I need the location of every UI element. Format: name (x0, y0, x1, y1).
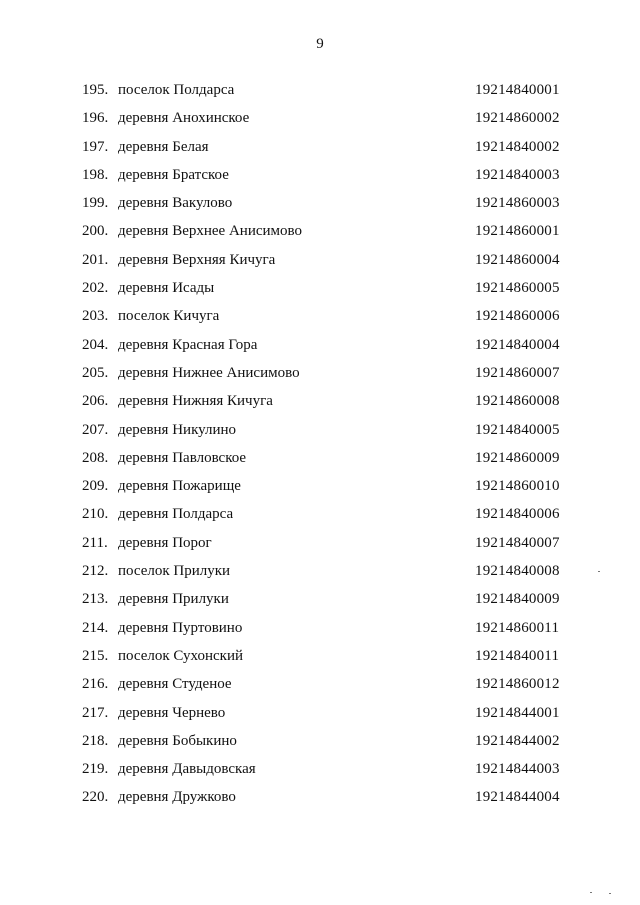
settlement-name: деревня Красная Гора (118, 336, 258, 353)
settlement-code: 19214860009 (475, 449, 560, 466)
settlement-name: поселок Прилуки (118, 563, 231, 580)
entry-number: 210. (82, 506, 109, 523)
settlement-code: 19214844004 (475, 789, 560, 806)
entry-number: 206. (82, 393, 109, 410)
entry-number: 196. (82, 110, 109, 127)
list-item (0, 391, 640, 419)
settlement-name: поселок Кичуга (118, 308, 220, 325)
list-item (0, 80, 640, 108)
entry-number: 203. (82, 308, 109, 325)
settlement-code: 19214840004 (475, 336, 560, 353)
settlement-name: деревня Исады (118, 280, 215, 297)
entry-number: 218. (82, 732, 109, 749)
entry-number: 197. (82, 138, 109, 155)
list-item (0, 646, 640, 674)
list-item (0, 363, 640, 391)
settlement-name: поселок Полдарса (118, 82, 235, 98)
settlement-code: 19214840008 (475, 563, 560, 580)
list-item (0, 759, 640, 787)
settlement-code: 19214840002 (475, 138, 560, 155)
entry-number: 207. (82, 421, 109, 438)
settlement-code: 19214840009 (475, 591, 560, 608)
settlement-code: 19214860012 (475, 676, 560, 693)
entry-number: 205. (82, 364, 109, 381)
settlement-code: 19214860005 (475, 280, 560, 297)
settlement-code: 19214860002 (475, 110, 560, 127)
list-item (0, 731, 640, 759)
entry-number: 200. (82, 223, 109, 240)
settlement-name: деревня Давыдовская (118, 761, 256, 778)
page-number: 9 (316, 36, 324, 52)
entry-number: 219. (82, 761, 109, 778)
settlement-code: 19214860011 (475, 619, 560, 636)
list-item (0, 533, 640, 561)
entry-number: 217. (82, 704, 109, 721)
list-item (0, 618, 640, 646)
settlement-name: деревня Верхняя Кичуга (118, 251, 276, 268)
list-item (0, 448, 640, 476)
settlement-code: 19214844001 (475, 704, 560, 721)
settlement-code: 19214860010 (475, 478, 560, 495)
settlement-name: деревня Дружково (118, 789, 236, 806)
settlement-code: 19214860004 (475, 251, 560, 268)
entry-number: 199. (82, 195, 109, 212)
list-item (0, 504, 640, 532)
entry-number: 212. (82, 563, 109, 580)
entry-number: 202. (82, 280, 109, 297)
settlement-name: деревня Бобыкино (118, 732, 237, 749)
entry-number: 198. (82, 166, 109, 183)
list-item (0, 561, 640, 589)
settlement-name: деревня Верхнее Анисимово (118, 223, 303, 240)
settlement-list (0, 80, 640, 816)
settlement-code: 19214840011 (475, 647, 560, 664)
list-item (0, 278, 640, 306)
list-item (0, 674, 640, 702)
scan-speck (598, 571, 600, 572)
settlement-code: 19214844003 (475, 761, 560, 778)
settlement-name: деревня Никулино (118, 421, 237, 438)
scan-speck (590, 892, 592, 893)
settlement-code: 19214844002 (475, 732, 560, 749)
entry-number: 204. (82, 336, 109, 353)
settlement-name: деревня Полдарса (118, 506, 234, 523)
entry-number: 209. (82, 478, 109, 495)
list-item (0, 703, 640, 731)
list-item (0, 420, 640, 448)
entry-number: 208. (82, 449, 109, 466)
settlement-name: деревня Пожарище (118, 478, 241, 495)
list-item (0, 335, 640, 363)
entry-number: 211. (82, 534, 108, 551)
entry-number: 214. (82, 619, 109, 636)
scan-speck (609, 893, 611, 894)
settlement-name: поселок Сухонский (118, 647, 244, 664)
list-item (0, 165, 640, 193)
list-item (0, 589, 640, 617)
settlement-name: деревня Братское (118, 166, 229, 183)
settlement-code: 19214860001 (475, 223, 560, 240)
settlement-code: 19214840001 (475, 82, 560, 98)
settlement-code: 19214860008 (475, 393, 560, 410)
settlement-name: деревня Павловское (118, 449, 247, 466)
settlement-name: деревня Пуртовино (118, 619, 243, 636)
settlement-code: 19214840007 (475, 534, 560, 551)
settlement-code: 19214860007 (475, 364, 560, 381)
settlement-name: деревня Прилуки (118, 591, 229, 608)
list-item (0, 137, 640, 165)
settlement-code: 19214840003 (475, 166, 560, 183)
list-item (0, 787, 640, 815)
settlement-name: деревня Белая (118, 138, 209, 155)
list-item (0, 476, 640, 504)
settlement-name: деревня Нижняя Кичуга (118, 393, 273, 410)
entry-number: 216. (82, 676, 109, 693)
settlement-name: деревня Вакулово (118, 195, 233, 212)
entry-number: 213. (82, 591, 109, 608)
settlement-code: 19214860003 (475, 195, 560, 212)
list-item (0, 108, 640, 136)
settlement-name: деревня Порог (118, 534, 212, 551)
settlement-name: деревня Анохинское (118, 110, 250, 127)
settlement-name: деревня Чернево (118, 704, 226, 721)
settlement-name: деревня Нижнее Анисимово (118, 364, 300, 381)
entry-number: 195. (82, 82, 109, 98)
entry-number: 220. (82, 789, 109, 806)
entry-number: 215. (82, 647, 109, 664)
list-item (0, 306, 640, 334)
list-item (0, 193, 640, 221)
settlement-code: 19214840006 (475, 506, 560, 523)
settlement-name: деревня Студеное (118, 676, 232, 693)
settlement-code: 19214840005 (475, 421, 560, 438)
list-item (0, 221, 640, 249)
entry-number: 201. (82, 251, 109, 268)
settlement-code: 19214860006 (475, 308, 560, 325)
list-item (0, 250, 640, 278)
